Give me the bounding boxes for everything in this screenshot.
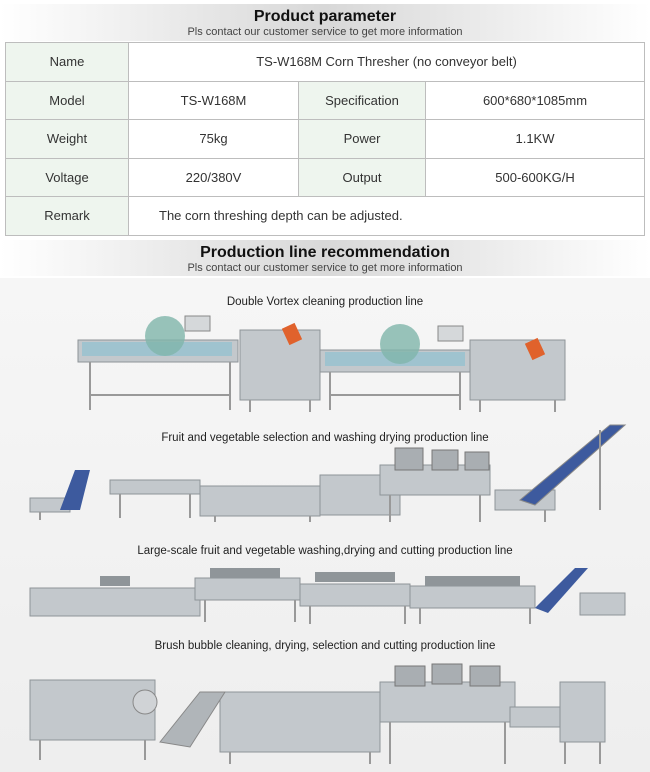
production-header xyxy=(0,240,650,276)
table-row xyxy=(6,43,645,82)
output-value: 500-600KG/H xyxy=(426,158,645,197)
power-label: Power xyxy=(299,120,426,159)
section-title: Production line recommendation xyxy=(200,244,450,261)
section-title: Product parameter xyxy=(253,8,397,25)
weight-value: 75kg xyxy=(129,120,299,159)
name-value: TS-W168M Corn Thresher (no conveyor belt) xyxy=(129,43,645,82)
model-value: TS-W168M xyxy=(129,81,299,120)
specification-label: Specification xyxy=(299,81,426,120)
output-label: Output xyxy=(299,158,426,197)
power-value: 1.1KW xyxy=(426,120,645,159)
section-subtitle: Pls contact our customer service to get more information xyxy=(187,262,463,274)
table-row xyxy=(6,158,645,197)
double-vortex-line-image xyxy=(0,310,650,422)
table-row xyxy=(6,120,645,159)
table-row xyxy=(6,81,645,120)
voltage-value: 220/380V xyxy=(129,158,299,197)
line-caption: Large-scale fruit and vegetable washing,drying and cutting production line xyxy=(137,545,513,557)
voltage-label: Voltage xyxy=(6,158,129,197)
product-parameter-header xyxy=(0,4,650,41)
table-row xyxy=(6,197,645,236)
washing-drying-cutting-line-image xyxy=(0,558,650,628)
line-caption: Double Vortex cleaning production line xyxy=(226,296,424,308)
section-subtitle: Pls contact our customer service to get more information xyxy=(187,26,463,38)
line-caption: Fruit and vegetable selection and washing drying production line xyxy=(161,432,489,444)
parameter-table xyxy=(5,42,645,236)
remark-value: The corn threshing depth can be adjusted. xyxy=(129,197,645,236)
selection-washing-line-image xyxy=(0,420,650,532)
model-label: Model xyxy=(6,81,129,120)
weight-label: Weight xyxy=(6,120,129,159)
brush-bubble-line-image xyxy=(0,652,650,770)
line-caption: Brush bubble cleaning, drying, selection and cutting production line xyxy=(154,640,496,652)
name-label: Name xyxy=(6,43,129,82)
remark-label: Remark xyxy=(6,197,129,236)
specification-value: 600*680*1085mm xyxy=(426,81,645,120)
